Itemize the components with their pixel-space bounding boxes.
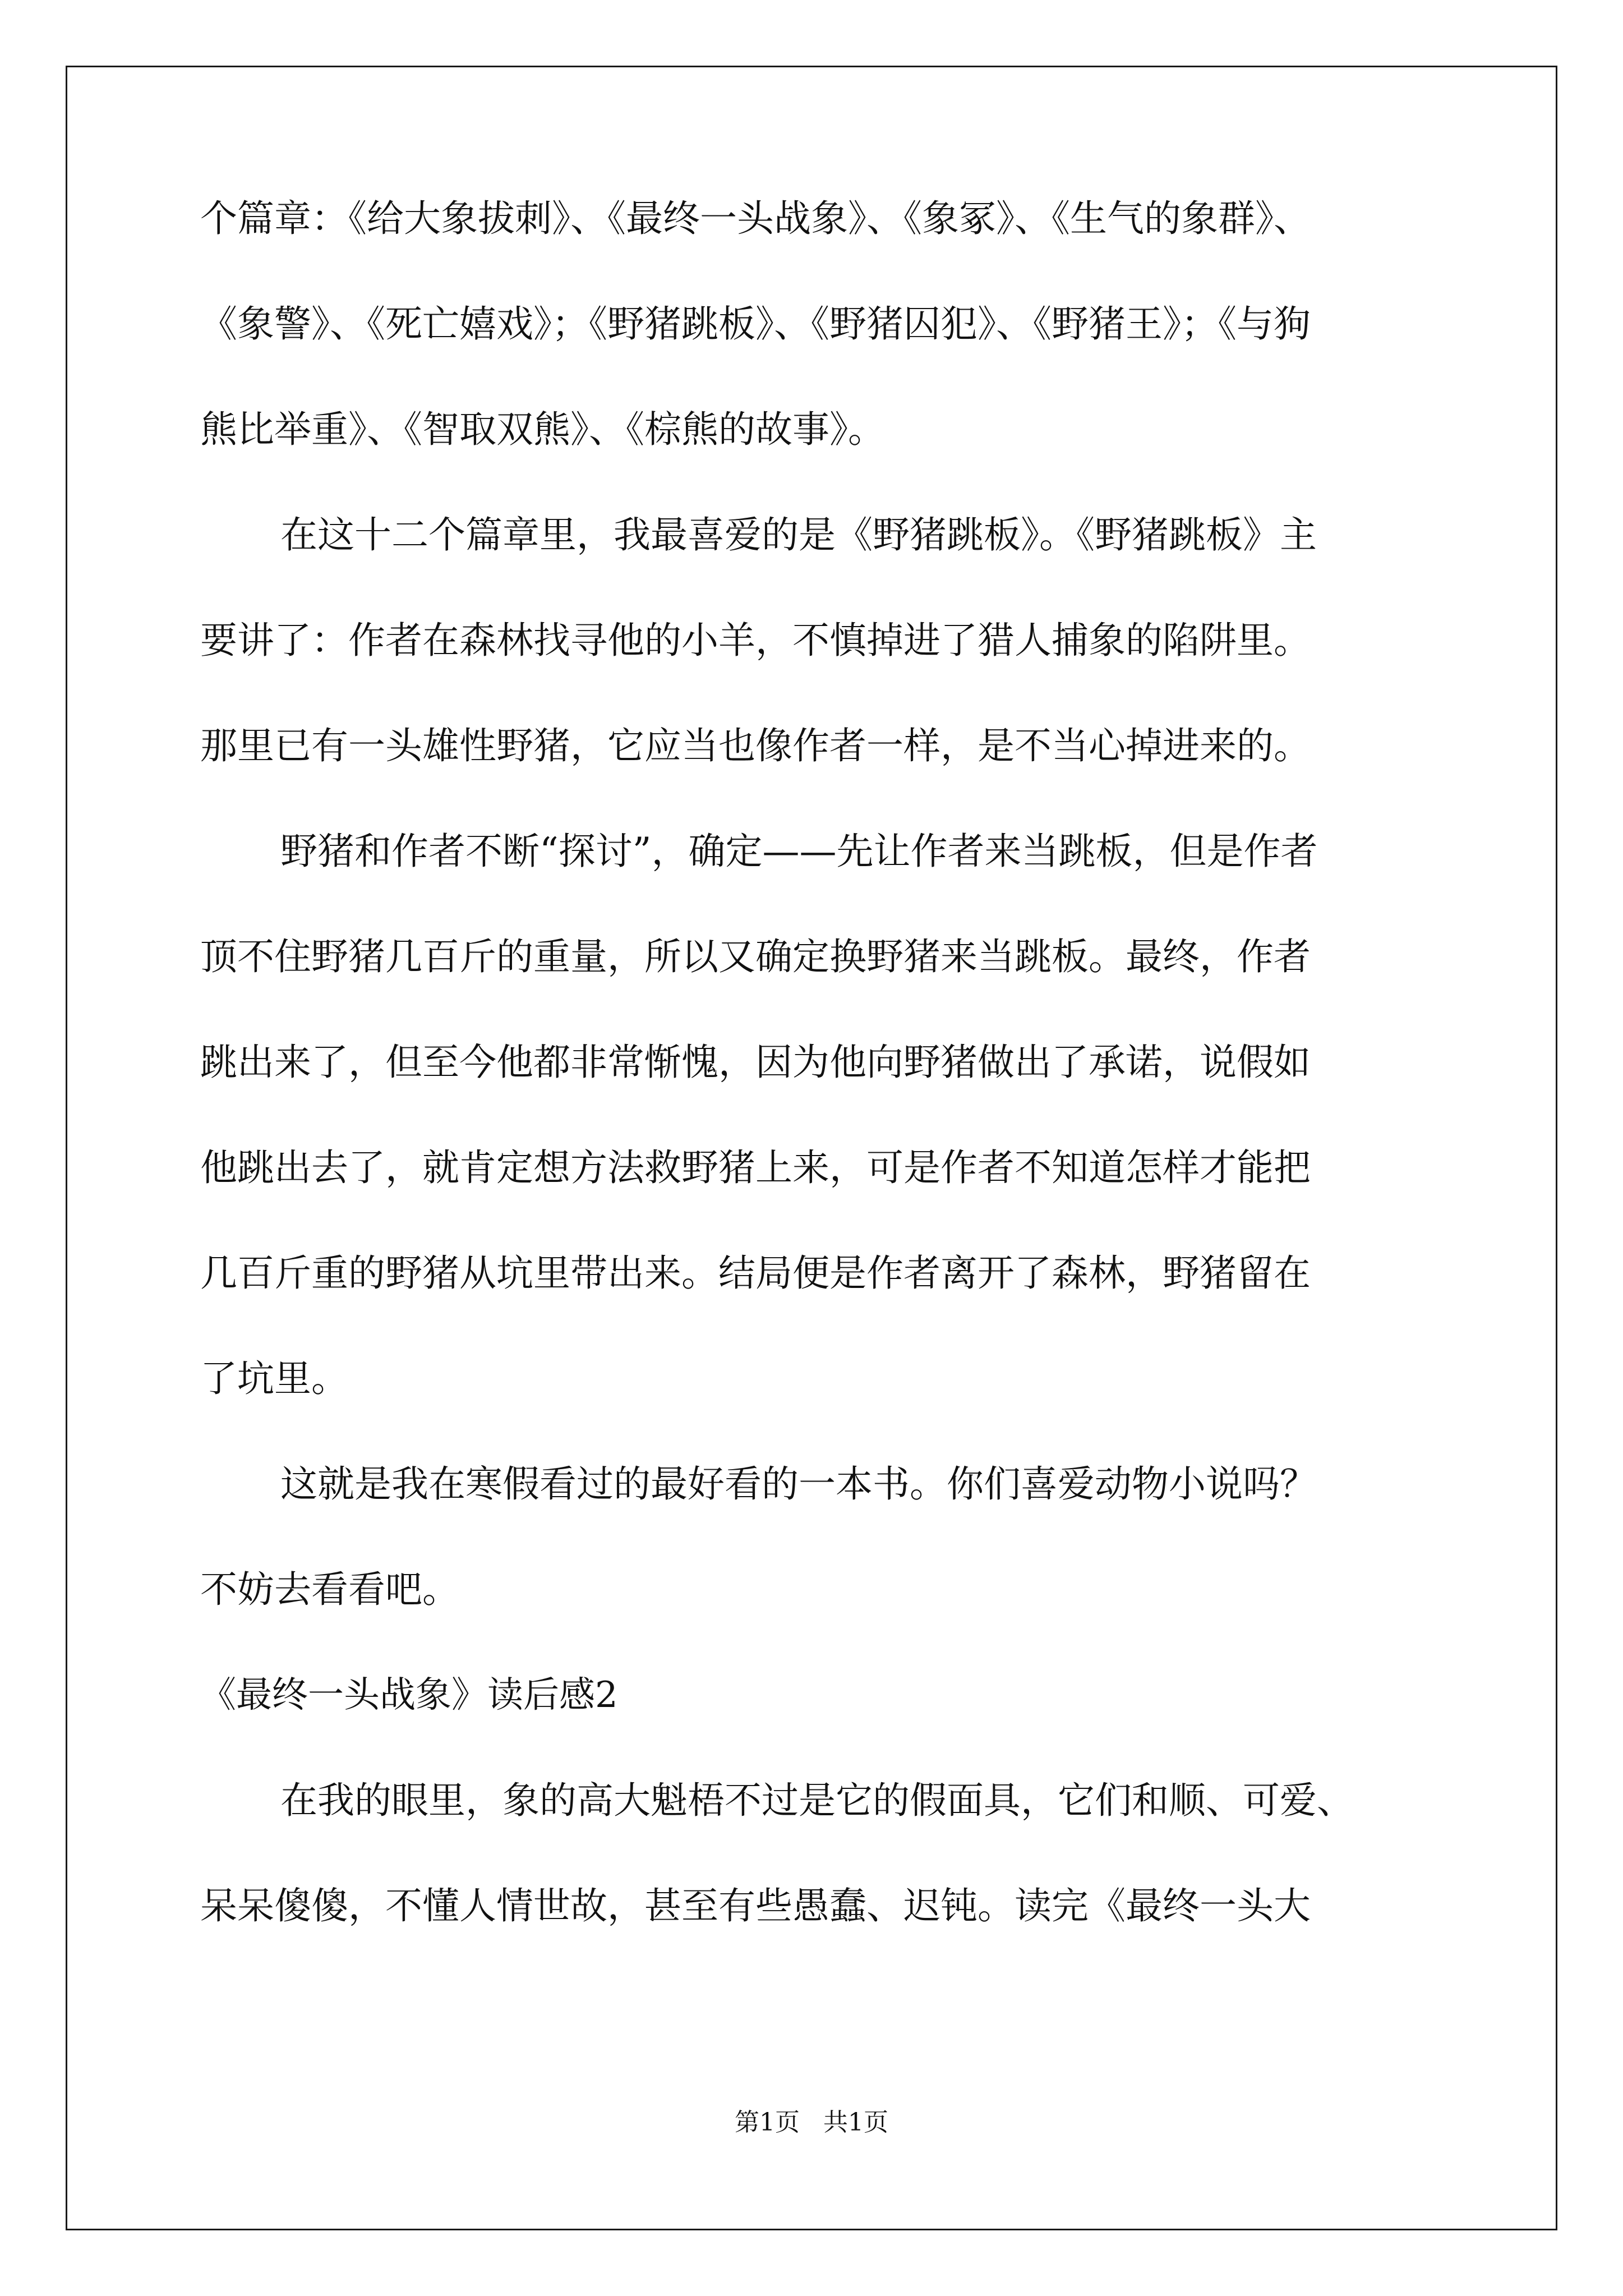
- paragraph-line: 几百斤重的野猪从坑里带出来。结局便是作者离开了森林，野猪留在: [200, 1251, 1311, 1295]
- paragraph-line: 跳出来了，但至今他都非常惭愧，因为他向野猪做出了承诺，说假如: [200, 1041, 1311, 1084]
- paragraph-line: 呆呆傻傻，不懂人情世故，甚至有些愚蠢、迟钝。读完《最终一头大: [200, 1884, 1311, 1927]
- paragraph-line: 这就是我在寒假看过的最好看的一本书。你们喜爱动物小说吗？: [280, 1462, 1317, 1506]
- page-number-footer: 第1页 共1页: [735, 2108, 888, 2137]
- paragraph-line: 要讲了：作者在森林找寻他的小羊，不慎掉进了猎人捕象的陷阱里。: [200, 619, 1311, 662]
- section-heading: 《最终一头战象》读后感2: [200, 1674, 618, 1716]
- paragraph-line: 野猪和作者不断“探讨”，确定——先让作者来当跳板，但是作者: [280, 830, 1318, 873]
- paragraph-line: 了坑里。: [200, 1357, 348, 1400]
- paragraph-line: 不妨去看看吧。: [200, 1568, 459, 1611]
- paragraph-line: 在这十二个篇章里，我最喜爱的是《野猪跳板》。《野猪跳板》主: [280, 513, 1317, 556]
- paragraph-line: 熊比举重》、《智取双熊》、《棕熊的故事》。: [200, 408, 885, 451]
- paragraph-line: 顶不住野猪几百斤的重量，所以又确定换野猪来当跳板。最终，作者: [200, 935, 1311, 978]
- paragraph-line: 在我的眼里，象的高大魁梧不过是它的假面具，它们和顺、可爱、: [280, 1779, 1354, 1822]
- paragraph-line: 个篇章：《给大象拔刺》、《最终一头战象》、《象冢》、《生气的象群》、: [200, 197, 1311, 240]
- paragraph-line: 他跳出去了，就肯定想方法救野猪上来，可是作者不知道怎样才能把: [200, 1146, 1311, 1189]
- paragraph-line: 《象警》、《死亡嬉戏》；《野猪跳板》、《野猪囚犯》、《野猪王》；《与狗: [200, 302, 1311, 346]
- paragraph-line: 那里已有一头雄性野猪，它应当也像作者一样，是不当心掉进来的。: [200, 724, 1311, 767]
